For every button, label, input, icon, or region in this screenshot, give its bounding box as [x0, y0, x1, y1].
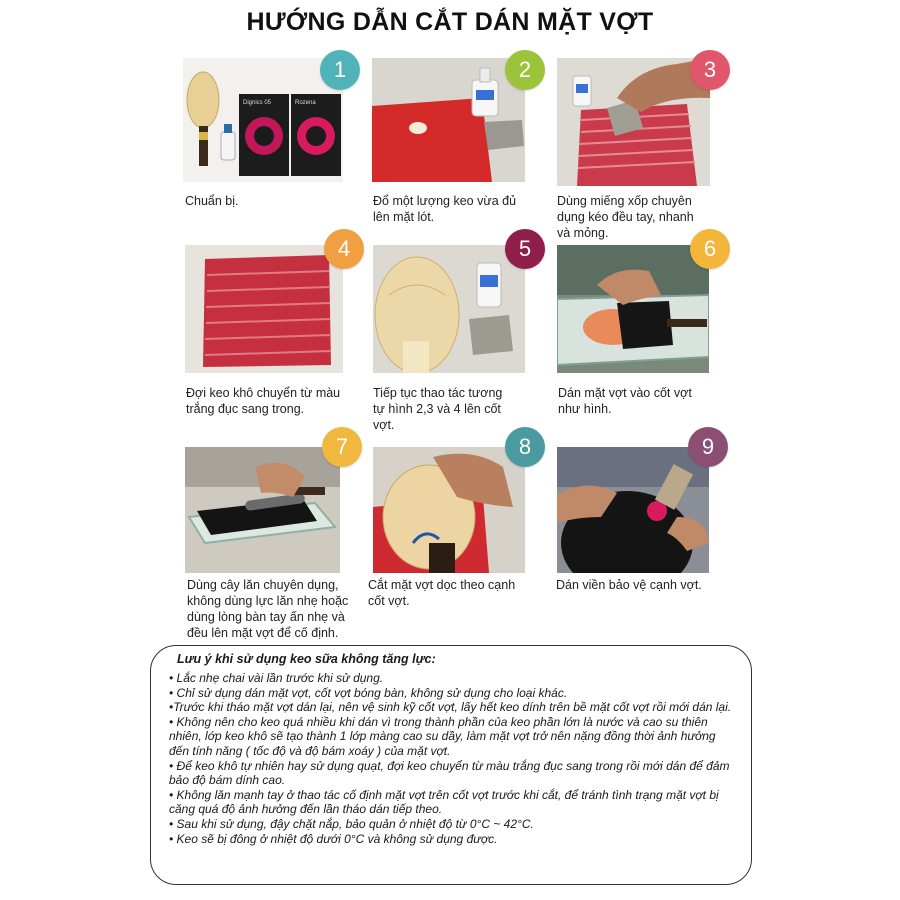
step-3-caption: Dùng miếng xốp chuyên dụng kéo đều tay, nhanh và mỏng. — [557, 194, 694, 240]
step-3-photo — [557, 58, 710, 186]
step-9-badge: 9 — [688, 427, 728, 467]
step-7-badge: 7 — [322, 427, 362, 467]
usage-notes-list — [169, 671, 733, 846]
page-title: HƯỚNG DẪN CẮT DÁN MẶT VỢT — [246, 8, 654, 36]
usage-note-item: • Lắc nhẹ chai vài lần trước khi sử dụng. — [169, 671, 384, 685]
step-6-photo — [557, 245, 709, 373]
step-9-caption: Dán viền bảo vệ cạnh vợt. — [556, 578, 702, 592]
step-5-badge: 5 — [505, 229, 545, 269]
step-2-photo — [372, 58, 525, 182]
usage-note-item: • Để keo khô tự nhiên hay sử dụng quạt, đợi keo chuyển từ màu trắng đục sang trong rồi mới dán để đảm bảo độ bám dính cao. — [169, 758, 730, 788]
step-3-badge: 3 — [690, 50, 730, 90]
step-4-badge: 4 — [324, 229, 364, 269]
usage-notes-box — [150, 645, 752, 885]
usage-note-item: • Keo sẽ bị đông ở nhiệt độ dưới 0°C và không sử dụng được. — [169, 831, 498, 846]
step-7-photo — [185, 447, 340, 573]
usage-note-item: • Không nên cho keo quá nhiều khi dán vì trong thành phần của keo phần lớn là nước và cao su thiên nhiên, lớp keo khô sẽ tạo thành 1 lớp màng cao su dầy, làm mặt vợt trở nên nặng đồng thời ảnh hưởng đến tính năng ( tốc độ và độ bám xoáy ) của mặt vợt. — [169, 714, 716, 758]
usage-note-item: • Chỉ sử dụng dán mặt vợt, cốt vợt bóng bàn, không sử dụng cho loại khác. — [169, 685, 568, 700]
step-1-photo-label-2: Rozena — [295, 100, 316, 106]
step-5-caption: Tiếp tục thao tác tương tự hình 2,3 và 4 lên cốt vợt. — [373, 386, 503, 432]
step-8-caption: Cắt mặt vợt dọc theo cạnh cốt vợt. — [368, 578, 516, 608]
step-4-photo — [185, 245, 343, 373]
step-7-caption: Dùng cây lăn chuyên dụng, không dùng lực lăn nhẹ hoặc dùng lòng bàn tay ấn nhẹ và đều lên mặt vợt để cố định. — [187, 578, 349, 640]
usage-notes-title: Lưu ý khi sử dụng keo sữa không tăng lực: — [177, 652, 436, 666]
step-1-photo — [183, 58, 343, 182]
step-4-caption: Đợi keo khô chuyển từ màu trắng đục sang trong. — [186, 386, 341, 416]
step-1-badge: 1 — [320, 50, 360, 90]
step-2-caption: Đổ một lượng keo vừa đủ lên mặt lót. — [373, 194, 517, 224]
step-6-caption: Dán mặt vợt vào cốt vợt như hình. — [558, 386, 692, 416]
step-5-photo — [373, 245, 525, 373]
step-6-badge: 6 — [690, 229, 730, 269]
step-2-badge: 2 — [505, 50, 545, 90]
usage-note-item: • Không lăn mạnh tay ở thao tác cố định mặt vợt trên cốt vợt trước khi cắt, để tránh tình trạng mặt vợt bị căng quá độ ảnh hưởng đến lần tháo dán tiếp theo. — [169, 787, 719, 817]
step-1-caption: Chuẩn bị. — [185, 194, 239, 208]
usage-note-item: • Sau khi sử dụng, đậy chặt nắp, bảo quản ở nhiệt độ từ 0°C ~ 42°C. — [169, 816, 534, 831]
step-1-photo-label-1: Dignics 05 — [243, 100, 272, 106]
step-9-photo — [557, 447, 709, 573]
step-8-photo — [373, 447, 525, 573]
step-8-badge: 8 — [505, 427, 545, 467]
usage-note-item: •Trước khi tháo mặt vợt dán lại, nên vệ sinh kỹ cốt vợt, lấy hết keo dính trên bề mặt cốt vợt rồi mới dán lại. — [169, 700, 732, 715]
